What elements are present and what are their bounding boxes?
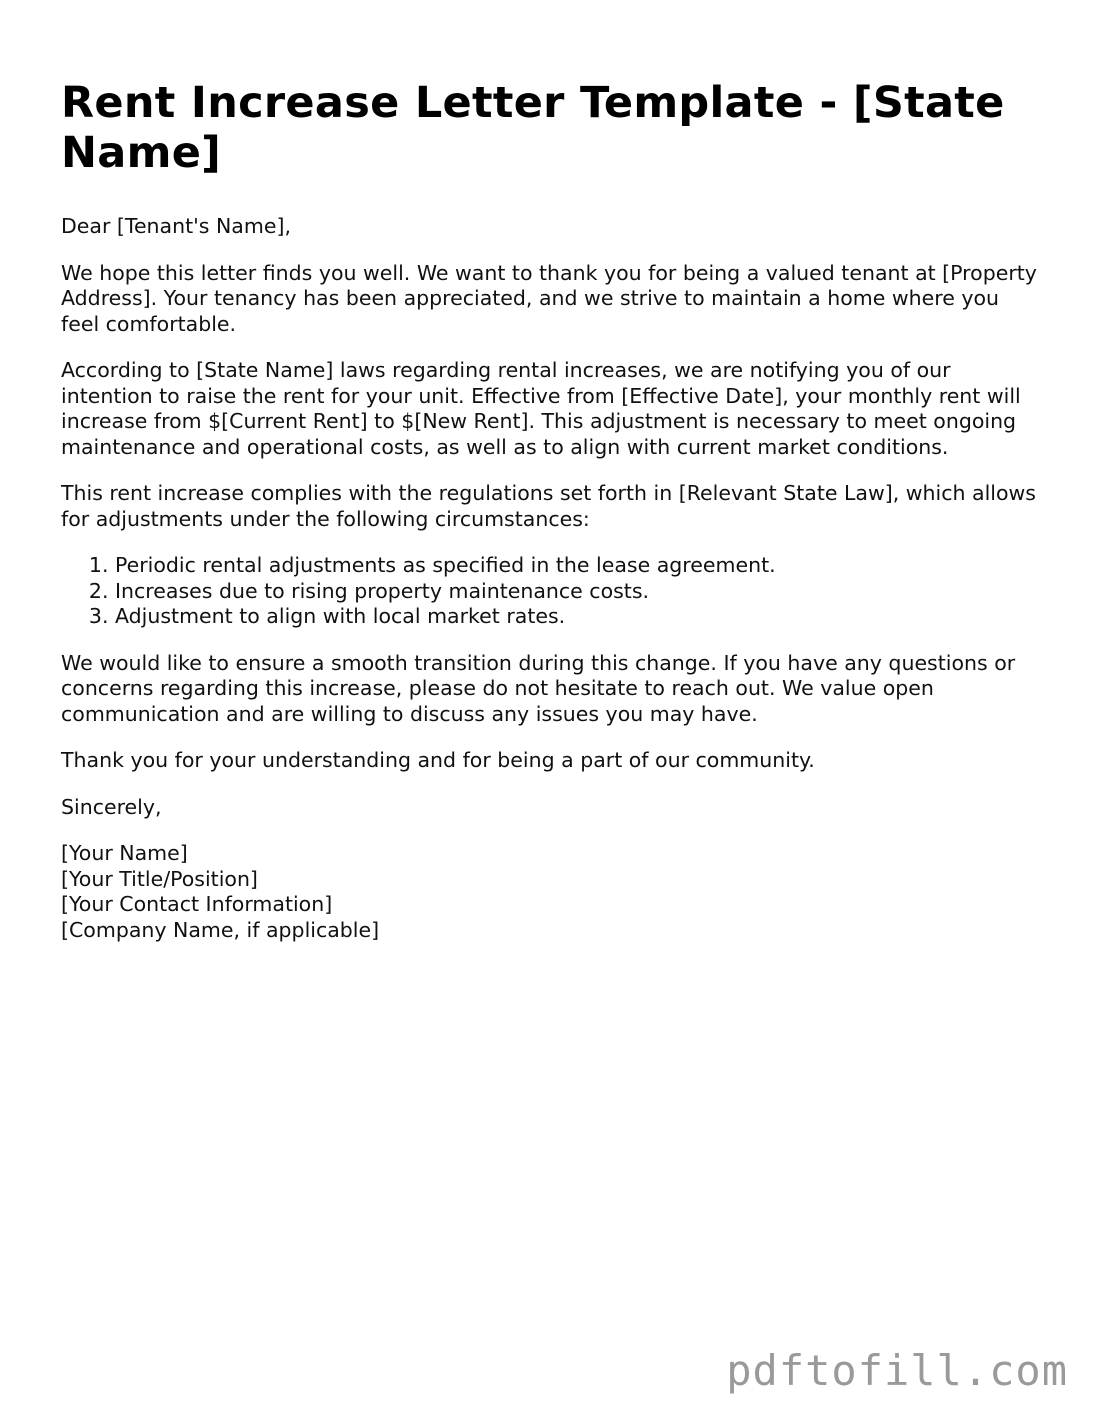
notice-paragraph: According to [State Name] laws regarding rental increases, we are notifying you of our intention to raise the rent for your unit. Effective from [Effective Date], your monthly rent will increase from $[Current Rent] to $[New Rent]. This adjustment is necessary to meet ongoing maintenance and operational costs, as well as to align with current market conditions. <box>61 358 1021 459</box>
compliance-paragraph: This rent increase complies with the regulations set forth in [Relevant State Law], which allows for adjustments under the following circumstances: <box>61 481 1036 531</box>
watermark: pdftofill.com <box>726 1346 1068 1395</box>
intro-paragraph: We hope this letter finds you well. We want to thank you for being a valued tenant at [Property Address]. Your tenancy has been appreciated, and we strive to maintain a home where you feel comfortable. <box>61 260 1037 336</box>
signature-title: [Your Title/Position] <box>61 866 258 891</box>
signature-company: [Company Name, if applicable] <box>61 917 380 942</box>
signature-block <box>61 841 1041 943</box>
letter-page <box>61 78 1041 943</box>
signature-name: [Your Name] <box>61 841 188 865</box>
list-item: 3. Adjustment to align with local market rates. <box>115 604 1041 630</box>
page-title: Rent Increase Letter Template - [State Name] <box>61 78 1005 178</box>
thanks-paragraph: Thank you for your understanding and for being a part of our community. <box>61 748 815 772</box>
list-item: 2. Increases due to rising property maintenance costs. <box>115 579 1041 605</box>
list-item: 1. Periodic rental adjustments as specified in the lease agreement. <box>115 553 1041 579</box>
sign-off: Sincerely, <box>61 794 162 819</box>
signature-contact: [Your Contact Information] <box>61 892 333 916</box>
circumstances-list <box>61 553 1041 630</box>
transition-paragraph: We would like to ensure a smooth transition during this change. If you have any questions or concerns regarding this increase, please do not hesitate to reach out. We value open communication and are willing to discuss any issues you may have. <box>61 650 1016 726</box>
salutation: Dear [Tenant's Name], <box>61 214 291 238</box>
